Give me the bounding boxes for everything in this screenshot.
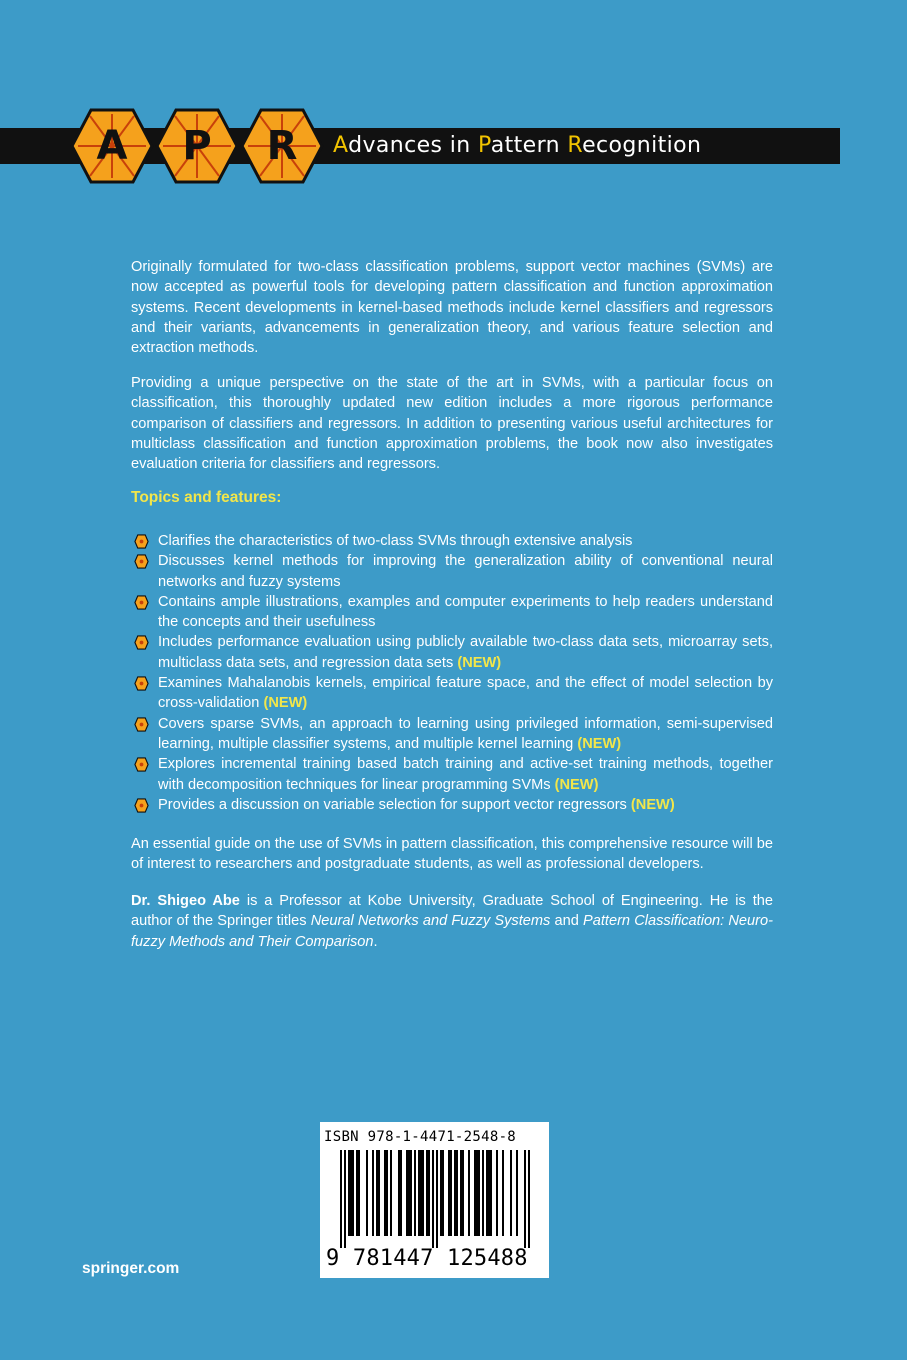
author-name: Dr. Shigeo Abe xyxy=(131,893,240,909)
barcode-bar xyxy=(510,1150,512,1236)
isbn-barcode xyxy=(320,1122,549,1278)
barcode-bar xyxy=(414,1150,416,1236)
barcode-bar xyxy=(340,1150,342,1248)
book-title: Pattern Classification: Neuro-fuzzy Methods and Their Comparison xyxy=(131,913,773,950)
series-logo-hexagon-a xyxy=(70,108,154,184)
feature-text: Discusses kernel methods for improving the generalization ability of conventional neural networks and fuzzy systems xyxy=(158,553,773,590)
series-title-part: ecognition xyxy=(582,133,702,158)
hexagon-bullet-icon xyxy=(134,798,149,813)
barcode-bar xyxy=(410,1150,412,1236)
series-logo-hexagon-p xyxy=(155,108,239,184)
series-title-part: attern xyxy=(490,133,568,158)
feature-text: Explores incremental training based batch training and active-set training methods, together with decomposition techniques for linear programming SVMs xyxy=(158,756,773,793)
author-text: is a Professor at Kobe University, Graduate School of Engineering. He is the author of the Springer titles xyxy=(131,893,773,930)
barcode-bar xyxy=(454,1150,456,1236)
hexagon-bullet-icon xyxy=(134,717,149,732)
isbn-label: ISBN 978-1-4471-2548-8 xyxy=(324,1129,517,1145)
author-paragraph xyxy=(131,891,773,952)
new-badge: (NEW) xyxy=(630,796,675,813)
publisher-url[interactable]: springer.com xyxy=(82,1260,180,1277)
hexagon-bullet-icon xyxy=(134,595,149,610)
barcode-bar xyxy=(372,1150,374,1236)
barcode-bar xyxy=(440,1150,442,1236)
barcode-bar xyxy=(486,1150,488,1236)
barcode-bar xyxy=(496,1150,498,1236)
barcode-bar xyxy=(468,1150,470,1236)
new-badge: (NEW) xyxy=(263,695,308,712)
barcode-bar xyxy=(482,1150,484,1236)
feature-text: Provides a discussion on variable selection for support vector regressors xyxy=(158,796,627,813)
feature-item xyxy=(131,754,773,795)
barcode-bar xyxy=(386,1150,388,1236)
perspective-paragraph: Providing a unique perspective on the state of the art in SVMs, with a particular focus on classification, this thoroughly updated new edition includes a more rigorous performance comparison of classifiers and regressors. In addition to presenting various useful architectures for multiclass classification and function approximation problems, the book now also investigates evaluation criteria for classifiers and regressors. xyxy=(131,375,773,473)
barcode-bar xyxy=(344,1150,346,1248)
series-title-part: A xyxy=(333,133,349,158)
intro-paragraph: Originally formulated for two-class classification problems, support vector machines (SVMs) are now accepted as powerful tools for developing pattern classification and function approximation systems. Recent developments in kernel-based methods include kernel classifiers and regressors and their variants, advancements in generalization theory, and various feature selection and extraction methods. xyxy=(131,259,773,357)
feature-text: Clarifies the characteristics of two-class SVMs through extensive analysis xyxy=(158,533,633,549)
barcode-bar xyxy=(528,1150,530,1248)
feature-text: Covers sparse SVMs, an approach to learning using privileged information, semi-supervised learning, multiple classifier systems, and multiple kernel learning xyxy=(158,715,773,752)
author-text: . xyxy=(373,933,378,950)
series-logo-letter: P xyxy=(182,123,212,169)
barcode-bar xyxy=(418,1150,420,1236)
barcode-bar xyxy=(398,1150,400,1236)
barcode-bar xyxy=(488,1150,490,1236)
feature-item xyxy=(131,673,773,714)
feature-item xyxy=(131,632,773,673)
ean-number: 9 781447 125488 xyxy=(326,1246,528,1271)
new-badge: (NEW) xyxy=(554,776,599,793)
new-badge: (NEW) xyxy=(577,735,622,752)
feature-text: Examines Mahalanobis kernels, empirical feature space, and the effect of model selection by cross-validation xyxy=(158,675,773,712)
barcode-bar xyxy=(352,1150,354,1236)
barcode-bar xyxy=(428,1150,430,1236)
new-badge: (NEW) xyxy=(457,654,502,671)
barcode-bar xyxy=(524,1150,526,1248)
barcode-bars xyxy=(326,1150,542,1248)
hexagon-bullet-icon xyxy=(134,757,149,772)
series-title-part: R xyxy=(567,133,583,158)
barcode-bar xyxy=(460,1150,462,1236)
barcode-bar xyxy=(436,1150,438,1248)
series-title xyxy=(333,131,701,161)
barcode-bar xyxy=(384,1150,386,1236)
barcode-bar xyxy=(432,1150,434,1248)
barcode-bar xyxy=(478,1150,480,1236)
barcode-bar xyxy=(408,1150,410,1236)
barcode-bar xyxy=(422,1150,424,1236)
book-title: Neural Networks and Fuzzy Systems xyxy=(310,913,551,930)
barcode-bar xyxy=(366,1150,368,1236)
barcode-bar xyxy=(390,1150,392,1236)
barcode-bar xyxy=(358,1150,360,1236)
feature-item xyxy=(131,551,773,592)
feature-item xyxy=(131,531,773,551)
barcode-bar xyxy=(406,1150,408,1236)
barcode-bar xyxy=(448,1150,450,1236)
hexagon-bullet-icon xyxy=(134,635,149,650)
barcode-bar xyxy=(502,1150,504,1236)
feature-item xyxy=(131,714,773,755)
guide-paragraph: An essential guide on the use of SVMs in pattern classification, this comprehensive resource will be of interest to researchers and postgraduate students, as well as professional developers. xyxy=(131,836,773,873)
hexagon-bullet-icon xyxy=(134,676,149,691)
feature-text: Includes performance evaluation using publicly available two-class data sets, microarray sets, multiclass data sets, and regression data sets xyxy=(158,634,773,671)
series-logo-hexagon-r xyxy=(240,108,324,184)
barcode-bar xyxy=(462,1150,464,1236)
barcode-bar xyxy=(348,1150,350,1236)
barcode-bar xyxy=(420,1150,422,1236)
barcode-bar xyxy=(350,1150,352,1236)
hexagon-bullet-icon xyxy=(134,554,149,569)
barcode-bar xyxy=(400,1150,402,1236)
feature-text: Contains ample illustrations, examples and computer experiments to help readers understand the concepts and their usefulness xyxy=(158,593,773,631)
barcode-bar xyxy=(426,1150,428,1236)
barcode-bar xyxy=(456,1150,458,1236)
barcode-bar xyxy=(474,1150,476,1236)
barcode-bar xyxy=(476,1150,478,1236)
features-list xyxy=(131,531,773,815)
series-logo-letter: R xyxy=(266,123,298,169)
barcode-bar xyxy=(450,1150,452,1236)
series-logo-letter: A xyxy=(96,123,128,169)
barcode-bar xyxy=(490,1150,492,1236)
barcode-bar xyxy=(442,1150,444,1236)
feature-item xyxy=(131,795,773,815)
series-title-part: P xyxy=(478,133,491,158)
barcode-bar xyxy=(516,1150,518,1236)
barcode-bar xyxy=(376,1150,378,1236)
hexagon-bullet-icon xyxy=(134,534,149,549)
feature-item xyxy=(131,592,773,633)
topics-heading: Topics and features: xyxy=(131,489,282,506)
barcode-bar xyxy=(378,1150,380,1236)
series-title-part: dvances in xyxy=(348,133,479,158)
barcode-bar xyxy=(356,1150,358,1236)
author-text: and xyxy=(550,913,583,930)
